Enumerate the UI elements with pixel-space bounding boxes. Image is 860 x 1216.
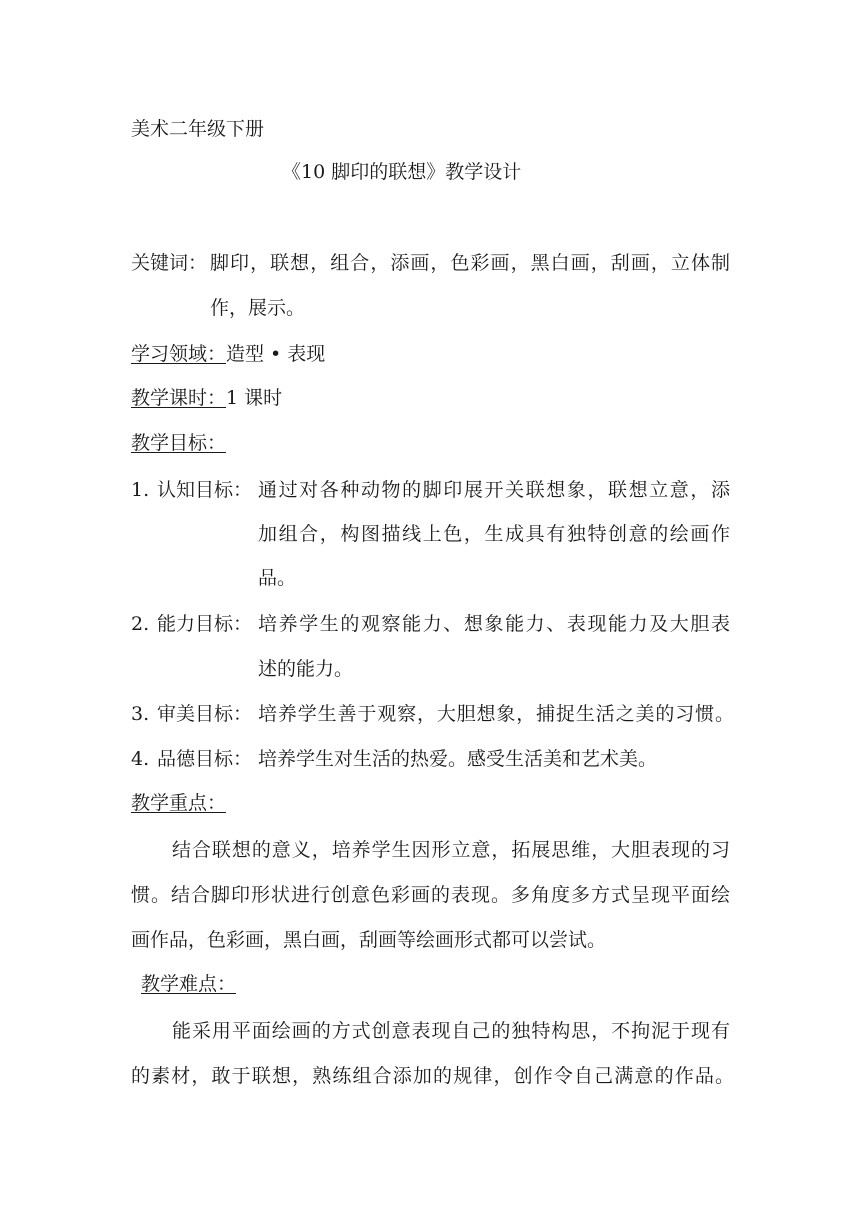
objective-4-number: 4. — [131, 748, 150, 770]
objective-1-label: 认知目标： — [157, 479, 253, 501]
hours-row — [131, 386, 282, 410]
objective-4-line-1: 培养学生对生活的热爱。感受生活美和艺术美。 — [258, 748, 658, 770]
key-points-line-3: 画作品，色彩画，黑白画，刮画等绘画形式都可以尝试。 — [131, 929, 607, 951]
objective-4-label: 品德目标： — [157, 748, 253, 770]
objective-3-number: 3. — [131, 703, 150, 725]
keywords-line-1: 脚印，联想，组合，添画，色彩画，黑白画，刮画，立体制 — [210, 252, 730, 274]
objective-3-label: 审美目标： — [157, 703, 253, 725]
key-points-line-2: 惯。结合脚印形状进行创意色彩画的表现。多角度多方式呈现平面绘 — [131, 884, 730, 906]
objective-1-line-3: 品。 — [258, 567, 297, 589]
objective-1-number: 1. — [131, 479, 150, 501]
objective-2-label: 能力目标： — [157, 613, 253, 635]
document-title: 《10 脚印的联想》教学设计 — [282, 161, 522, 183]
domain-label: 学习领域： — [131, 343, 227, 365]
difficulties-line-2: 的素材，敢于联想，熟练组合添加的规律，创作令自己满意的作品。 — [131, 1065, 734, 1087]
keywords-line-2: 作，展示。 — [210, 297, 306, 319]
hours-value: 1 课时 — [226, 387, 283, 409]
hours-label: 教学课时： — [131, 387, 227, 409]
key-points-heading: 教学重点： — [131, 792, 227, 814]
domain-row — [131, 342, 325, 366]
difficulties-heading: 教学难点： — [141, 973, 237, 995]
objective-2-line-2: 述的能力。 — [258, 658, 354, 680]
objective-2-line-1: 培养学生的观察能力、想象能力、表现能力及大胆表 — [258, 613, 730, 635]
subject-line: 美术二年级下册 — [131, 118, 265, 140]
difficulties-line-1: 能采用平面绘画的方式创意表现自己的独特构思，不拘泥于现有 — [172, 1020, 730, 1042]
key-points-line-1: 结合联想的意义，培养学生因形立意，拓展思维，大胆表现的习 — [172, 839, 730, 861]
objective-1-line-2: 加组合，构图描线上色，生成具有独特创意的绘画作 — [258, 523, 730, 545]
objective-3-line-1: 培养学生善于观察，大胆想象，捕捉生活之美的习惯。 — [258, 703, 734, 725]
objective-1-line-1: 通过对各种动物的脚印展开关联想象，联想立意，添 — [258, 479, 730, 501]
objectives-heading: 教学目标： — [131, 432, 227, 454]
keywords-label: 关键词： — [131, 252, 208, 274]
domain-value: 造型 • 表现 — [226, 343, 326, 365]
objective-2-number: 2. — [131, 613, 150, 635]
